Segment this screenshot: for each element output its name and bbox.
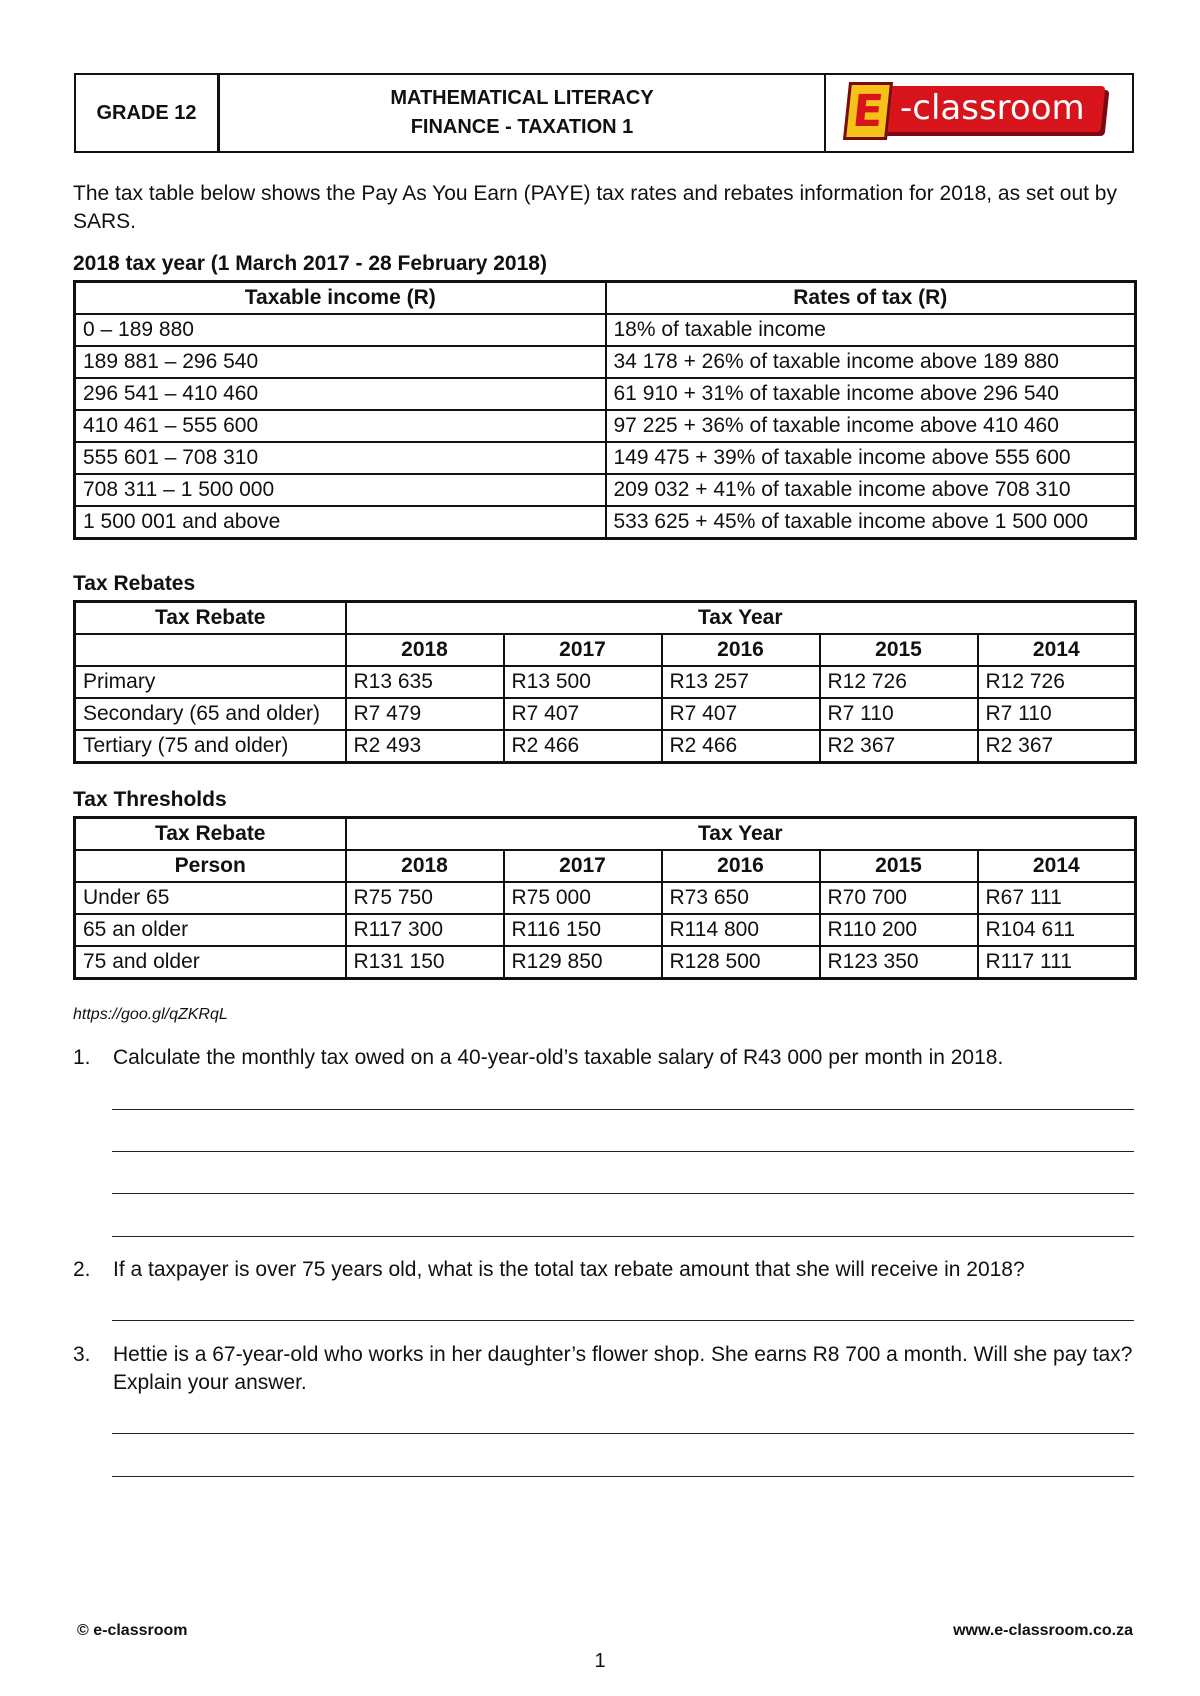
logo-e-letter: E bbox=[843, 82, 893, 140]
e-classroom-logo bbox=[844, 82, 1114, 144]
rebate-value: R7 479 bbox=[346, 698, 504, 730]
header-taxable-income: Taxable income (R) bbox=[75, 282, 606, 315]
rebate-label: Secondary (65 and older) bbox=[75, 698, 346, 730]
intro-text: The tax table below shows the Pay As You Earn (PAYE) tax rates and rebates information for 2018, as set out by SARS. bbox=[73, 182, 1117, 233]
threshold-label: 75 and older bbox=[75, 946, 346, 979]
table-row bbox=[75, 730, 1136, 763]
header-year: 2017 bbox=[504, 634, 662, 666]
answer-line[interactable] bbox=[112, 1433, 1134, 1434]
topic-title: FINANCE - TAXATION 1 bbox=[410, 116, 634, 138]
logo-word: -classroom bbox=[900, 88, 1085, 128]
table-row bbox=[75, 698, 1136, 730]
tax-rate: 149 475 + 39% of taxable income above 555 600 bbox=[606, 442, 1136, 474]
table-header-row bbox=[75, 282, 1136, 315]
question-3 bbox=[73, 1341, 1138, 1397]
table-row bbox=[75, 346, 1136, 378]
table-year-row bbox=[75, 850, 1136, 882]
threshold-value: R67 111 bbox=[978, 882, 1136, 914]
table-row bbox=[75, 946, 1136, 979]
rebate-value: R2 367 bbox=[978, 730, 1136, 763]
header-tax-rebate: Tax Rebate bbox=[75, 818, 346, 851]
rebates-title: Tax Rebates bbox=[73, 572, 196, 595]
tax-rate: 61 910 + 31% of taxable income above 296 540 bbox=[606, 378, 1136, 410]
threshold-value: R117 111 bbox=[978, 946, 1136, 979]
tax-rate: 18% of taxable income bbox=[606, 314, 1136, 346]
threshold-value: R116 150 bbox=[504, 914, 662, 946]
header-rates-of-tax: Rates of tax (R) bbox=[606, 282, 1136, 315]
table-row bbox=[75, 666, 1136, 698]
rebate-value: R13 500 bbox=[504, 666, 662, 698]
header-year: 2015 bbox=[820, 634, 978, 666]
header-box bbox=[74, 73, 1134, 153]
threshold-value: R128 500 bbox=[662, 946, 820, 979]
header-tax-year: Tax Year bbox=[346, 602, 1136, 635]
threshold-value: R75 750 bbox=[346, 882, 504, 914]
header-year: 2014 bbox=[978, 634, 1136, 666]
tax-rate: 209 032 + 41% of taxable income above 708 310 bbox=[606, 474, 1136, 506]
question-2 bbox=[73, 1256, 1138, 1284]
source-link[interactable]: https://goo.gl/qZKRqL bbox=[73, 1006, 228, 1023]
rebate-label: Tertiary (75 and older) bbox=[75, 730, 346, 763]
answer-line[interactable] bbox=[112, 1109, 1134, 1110]
rebate-value: R7 407 bbox=[662, 698, 820, 730]
answer-line[interactable] bbox=[112, 1236, 1134, 1237]
question-number: 2. bbox=[73, 1258, 91, 1281]
question-1 bbox=[73, 1044, 1138, 1072]
header-year: 2015 bbox=[820, 850, 978, 882]
table-year-row bbox=[75, 634, 1136, 666]
rebate-value: R12 726 bbox=[820, 666, 978, 698]
header-year: 2018 bbox=[346, 634, 504, 666]
answer-line[interactable] bbox=[112, 1320, 1134, 1321]
tax-rate: 533 625 + 45% of taxable income above 1 500 000 bbox=[606, 506, 1136, 539]
rebate-value: R7 407 bbox=[504, 698, 662, 730]
table-row bbox=[75, 474, 1136, 506]
header-year: 2017 bbox=[504, 850, 662, 882]
table-row bbox=[75, 314, 1136, 346]
table-row bbox=[75, 378, 1136, 410]
thresholds-title: Tax Thresholds bbox=[73, 788, 227, 811]
table-header-row bbox=[75, 818, 1136, 851]
income-bracket: 296 541 – 410 460 bbox=[75, 378, 606, 410]
rebate-value: R13 635 bbox=[346, 666, 504, 698]
grade-label: GRADE 12 bbox=[76, 75, 220, 151]
answer-line[interactable] bbox=[112, 1151, 1134, 1152]
table-row bbox=[75, 914, 1136, 946]
logo-cell bbox=[826, 75, 1132, 151]
page-number: 1 bbox=[594, 1650, 606, 1672]
rebate-label: Primary bbox=[75, 666, 346, 698]
threshold-value: R114 800 bbox=[662, 914, 820, 946]
rebate-value: R2 367 bbox=[820, 730, 978, 763]
income-bracket: 0 – 189 880 bbox=[75, 314, 606, 346]
tax-table-title: 2018 tax year (1 March 2017 - 28 February 2018) bbox=[73, 252, 547, 275]
income-bracket: 410 461 – 555 600 bbox=[75, 410, 606, 442]
header-tax-rebate: Tax Rebate bbox=[75, 602, 346, 635]
subject-title: MATHEMATICAL LITERACY bbox=[390, 87, 654, 109]
threshold-label: 65 an older bbox=[75, 914, 346, 946]
threshold-value: R110 200 bbox=[820, 914, 978, 946]
threshold-value: R131 150 bbox=[346, 946, 504, 979]
threshold-value: R75 000 bbox=[504, 882, 662, 914]
header-tax-year: Tax Year bbox=[346, 818, 1136, 851]
threshold-value: R73 650 bbox=[662, 882, 820, 914]
income-bracket: 555 601 – 708 310 bbox=[75, 442, 606, 474]
threshold-value: R129 850 bbox=[504, 946, 662, 979]
table-row bbox=[75, 506, 1136, 539]
footer-website[interactable]: www.e-classroom.co.za bbox=[953, 1622, 1133, 1639]
rebate-value: R12 726 bbox=[978, 666, 1136, 698]
question-number: 3. bbox=[73, 1343, 91, 1366]
table-row bbox=[75, 442, 1136, 474]
rebate-value: R2 466 bbox=[504, 730, 662, 763]
threshold-value: R104 611 bbox=[978, 914, 1136, 946]
header-blank bbox=[75, 634, 346, 666]
threshold-value: R117 300 bbox=[346, 914, 504, 946]
income-bracket: 1 500 001 and above bbox=[75, 506, 606, 539]
answer-line[interactable] bbox=[112, 1193, 1134, 1194]
footer-copyright: © e-classroom bbox=[77, 1622, 188, 1639]
tax-rate: 97 225 + 36% of taxable income above 410 460 bbox=[606, 410, 1136, 442]
rebate-value: R7 110 bbox=[820, 698, 978, 730]
tax-rebates-table bbox=[73, 600, 1137, 764]
threshold-label: Under 65 bbox=[75, 882, 346, 914]
rebate-value: R13 257 bbox=[662, 666, 820, 698]
tax-rate: 34 178 + 26% of taxable income above 189 880 bbox=[606, 346, 1136, 378]
rebate-value: R7 110 bbox=[978, 698, 1136, 730]
header-person: Person bbox=[75, 850, 346, 882]
header-year: 2018 bbox=[346, 850, 504, 882]
title-block bbox=[220, 75, 826, 151]
tax-rates-table bbox=[73, 280, 1137, 540]
income-bracket: 708 311 – 1 500 000 bbox=[75, 474, 606, 506]
header-year: 2016 bbox=[662, 634, 820, 666]
threshold-value: R70 700 bbox=[820, 882, 978, 914]
header-year: 2016 bbox=[662, 850, 820, 882]
table-header-row bbox=[75, 602, 1136, 635]
income-bracket: 189 881 – 296 540 bbox=[75, 346, 606, 378]
question-text: If a taxpayer is over 75 years old, what is the total tax rebate amount that she will receive in 2018? bbox=[113, 1258, 1025, 1281]
threshold-value: R123 350 bbox=[820, 946, 978, 979]
table-row bbox=[75, 410, 1136, 442]
table-row bbox=[75, 882, 1136, 914]
question-number: 1. bbox=[73, 1046, 91, 1069]
rebate-value: R2 493 bbox=[346, 730, 504, 763]
rebate-value: R2 466 bbox=[662, 730, 820, 763]
header-year: 2014 bbox=[978, 850, 1136, 882]
question-text: Calculate the monthly tax owed on a 40-year-old’s taxable salary of R43 000 per month in 2018. bbox=[113, 1046, 1004, 1069]
answer-line[interactable] bbox=[112, 1476, 1134, 1477]
question-text: Hettie is a 67-year-old who works in her daughter’s flower shop. She earns R8 700 a month. Will she pay tax? Explain your answer. bbox=[113, 1343, 1133, 1394]
tax-thresholds-table bbox=[73, 816, 1137, 980]
